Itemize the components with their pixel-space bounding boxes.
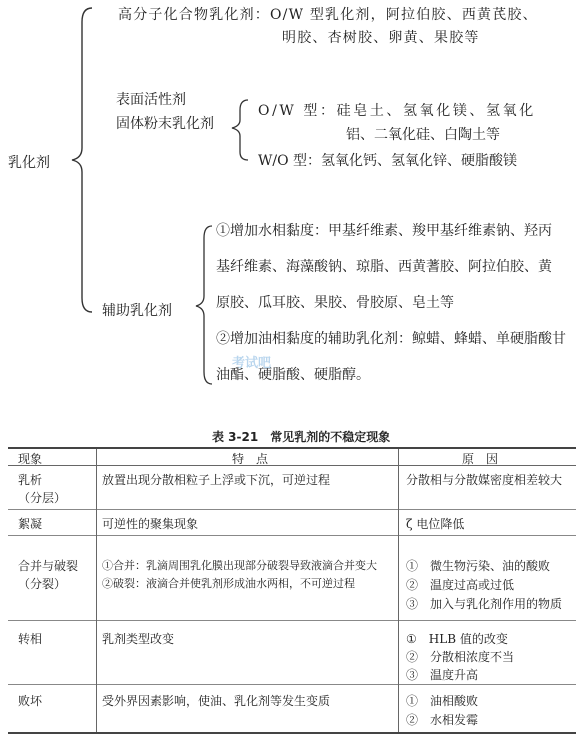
aux-item2-line1: ②增加油相黏度的辅助乳化剂：鲸蜡、蜂蜡、单硬脂酸甘 (216, 331, 566, 347)
table-row-2-feature-1: 可逆性的聚集现象 (102, 517, 199, 531)
watermark: 考试吧 (232, 356, 272, 371)
table-row-5-phenomenon-1: 败坏 (18, 694, 43, 708)
table-row-3-phenomenon-2: （分裂） (18, 577, 67, 591)
table-row-3-cause-1: ① 微生物污染、油的酸败 (406, 559, 551, 573)
solid-powder-brace (232, 100, 248, 160)
table-row-3-feature-1: ①合并：乳滴周围乳化膜出现部分破裂导致液滴合并变大 (102, 559, 377, 572)
solid-powder-label: 固体粉末乳化剂 (116, 116, 214, 132)
table-top-rule (8, 447, 576, 449)
table-row-5-feature-1: 受外界因素影响，使油、乳化剂等发生变质 (102, 694, 331, 708)
header-features: 特 点 (232, 452, 269, 466)
table-row-5-cause-1: ① 油相酸败 (406, 694, 479, 708)
table-row-4-cause-2: ② 分散相浓度不当 (406, 650, 515, 664)
col-sep-2 (398, 449, 399, 732)
surfactant-label: 表面活性剂 (116, 92, 186, 108)
table-row-4-cause-3: ③ 温度升高 (406, 668, 479, 682)
row-rule-1 (8, 509, 576, 510)
table-row-4-feature-1: 乳剂类型改变 (102, 632, 175, 646)
wo-line: W/O 型：氢氧化钙、氢氧化锌、硬脂酸镁 (258, 153, 518, 169)
ow-line-2: 铝、二氧化硅、白陶土等 (346, 127, 500, 143)
table-row-1-phenomenon-2: （分层） (18, 491, 67, 505)
auxiliary-label: 辅助乳化剂 (102, 303, 172, 319)
table-caption: 表 3-21 常见乳剂的不稳定现象 (212, 430, 391, 444)
aux-item1-line1: ①增加水相黏度：甲基纤维素、羧甲基纤维素钠、羟丙 (216, 223, 552, 239)
col-sep-1 (96, 449, 97, 732)
table-row-2-phenomenon-1: 絮凝 (18, 517, 43, 531)
root-brace (72, 8, 92, 312)
table-row-3-cause-3: ③ 加入与乳化剂作用的物质 (406, 597, 563, 611)
table-row-3-cause-2: ② 温度过高或过低 (406, 578, 515, 592)
table-row-2-cause-1: ζ 电位降低 (406, 517, 465, 531)
table-row-1-feature-1: 放置出现分散相粒子上浮或下沉，可逆过程 (102, 473, 331, 487)
polymer-line-2: 明胶、杏树胶、卵黄、果胶等 (282, 30, 480, 46)
polymer-line-1: 高分子化合物乳化剂：O/W 型乳化剂，阿拉伯胶、西黄芪胶、 (118, 7, 538, 23)
auxiliary-brace (196, 226, 212, 384)
table-bottom-rule (8, 732, 576, 734)
row-rule-3 (8, 620, 576, 621)
table-row-1-phenomenon-1: 乳析 (18, 473, 43, 487)
aux-item2-line2: 油酯、硬脂酸、硬脂醇。 (216, 367, 370, 383)
table-row-4-cause-1: ① HLB 值的改变 (406, 632, 508, 646)
aux-item1-line3: 原胶、瓜耳胶、果胶、骨胶原、皂土等 (216, 295, 454, 311)
table-row-1-cause-1: 分散相与分散媒密度相差较大 (406, 473, 563, 487)
table-row-4-phenomenon-1: 转相 (18, 632, 43, 646)
header-causes: 原 因 (462, 452, 499, 466)
ow-line-1: O/W 型：硅皂土、氢氧化镁、氢氧化 (258, 103, 536, 119)
header-phenomenon: 现象 (18, 452, 43, 466)
table-row-3-phenomenon-1: 合并与破裂 (18, 559, 79, 573)
table-row-5-cause-2: ② 水相发霉 (406, 713, 479, 727)
root-label: 乳化剂 (8, 155, 50, 171)
aux-item1-line2: 基纤维素、海藻酸钠、琼脂、西黄蓍胶、阿拉伯胶、黄 (216, 259, 552, 275)
row-rule-2 (8, 535, 576, 536)
row-rule-4 (8, 684, 576, 685)
table-row-3-feature-2: ②破裂：液滴合并使乳剂形成油水两相，不可逆过程 (102, 577, 355, 590)
